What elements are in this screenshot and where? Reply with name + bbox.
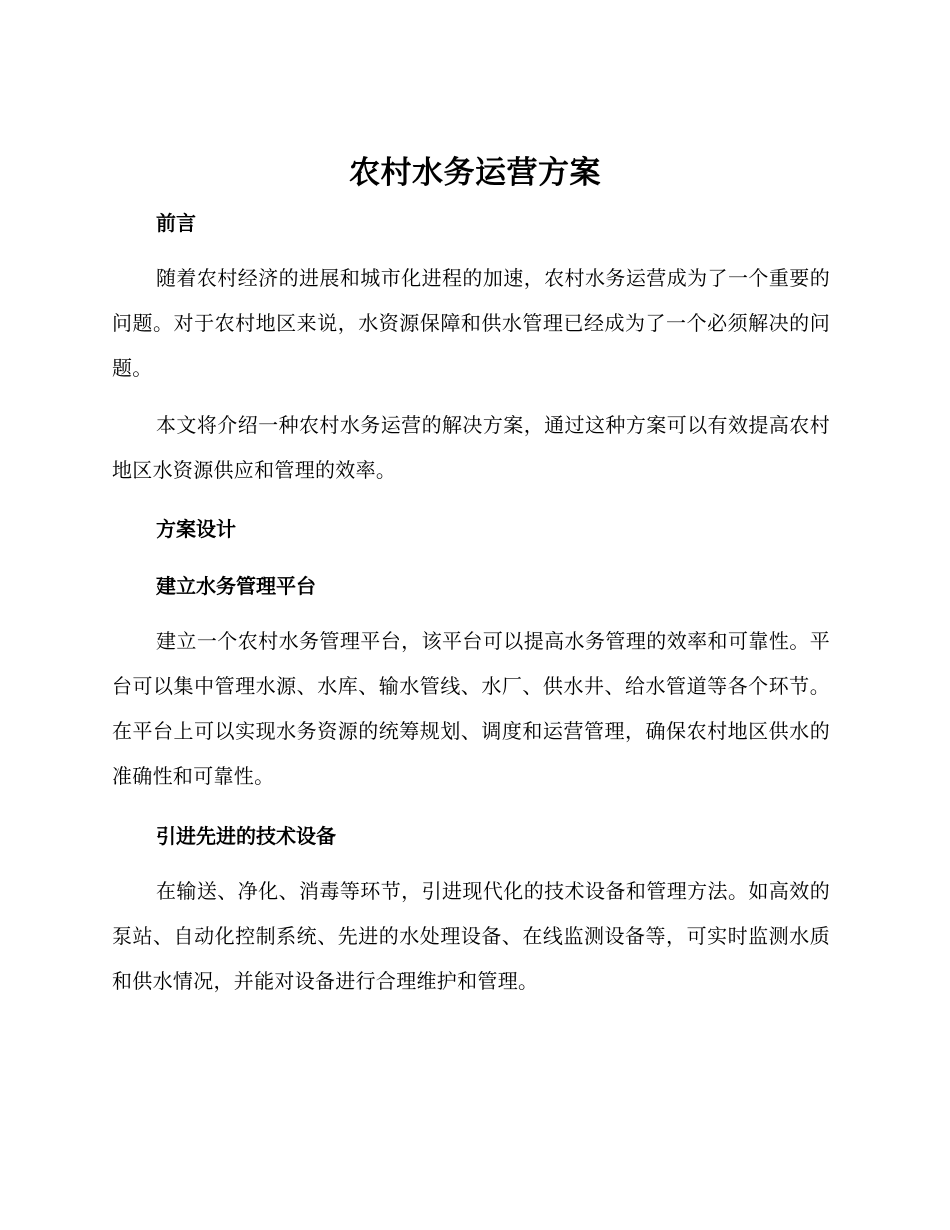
document-title: 农村水务运营方案 bbox=[349, 155, 601, 191]
preface-paragraph-2: 本文将介绍一种农村水务运营的解决方案，通过这种方案可以有效提高农村地区水资源供应和管理的效率。 bbox=[112, 413, 830, 482]
preface-paragraph-1: 随着农村经济的进展和城市化进程的加速，农村水务运营成为了一个重要的问题。对于农村地区来说，水资源保障和供水管理已经成为了一个必须解决的问题。 bbox=[112, 266, 830, 380]
equipment-paragraph: 在输送、净化、消毒等环节，引进现代化的技术设备和管理方法。如高效的泵站、自动化控制系统、先进的水处理设备、在线监测设备等，可实时监测水质和供水情况，并能对设备进行合理维护和管理。 bbox=[112, 879, 830, 993]
subsection-heading-equipment: 引进先进的技术设备 bbox=[156, 824, 336, 848]
section-heading-design: 方案设计 bbox=[156, 517, 236, 541]
platform-paragraph: 建立一个农村水务管理平台，该平台可以提高水务管理的效率和可靠性。平台可以集中管理水源、水库、输水管线、水厂、供水井、给水管道等各个环节。在平台上可以实现水务资源的统筹规划、调度和运营管理，确保农村地区供水的准确性和可靠性。 bbox=[112, 629, 830, 788]
subsection-heading-platform: 建立水务管理平台 bbox=[156, 574, 316, 598]
section-heading-preface: 前言 bbox=[156, 211, 196, 235]
